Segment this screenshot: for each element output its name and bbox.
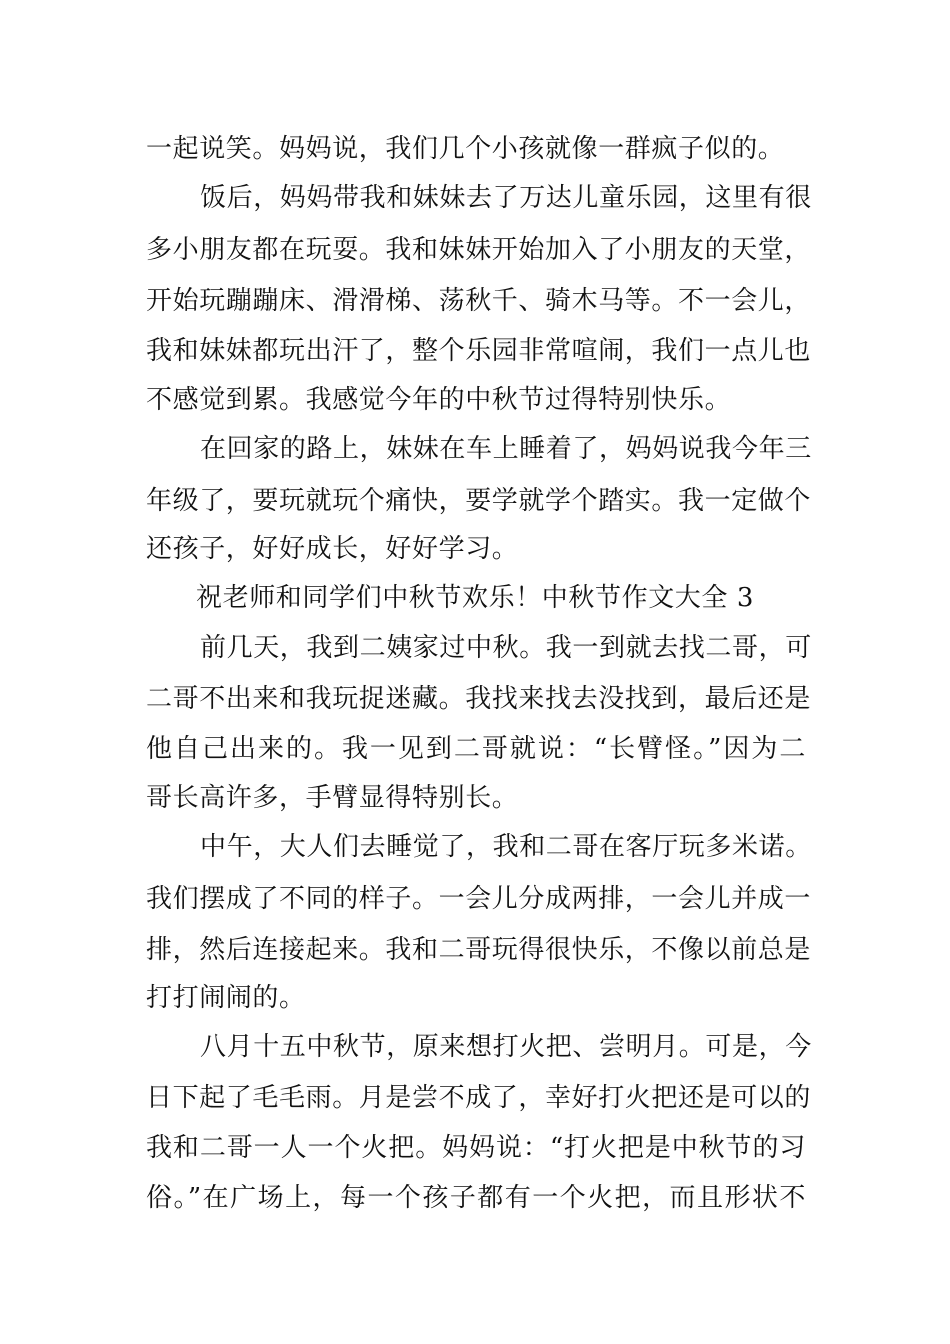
text-line: 打打闹闹的。	[146, 983, 306, 1013]
text-line: 开始玩蹦蹦床、滑滑梯、荡秋千、骑木马等。不一会儿，	[146, 286, 812, 316]
text-line: 饭后，妈妈带我和妹妹去了万达儿童乐园，这里有很	[200, 183, 812, 213]
text-line: 二哥不出来和我玩捉迷藏。我找来找去没找到，最后还是	[146, 684, 812, 714]
text-line: 排，然后连接起来。我和二哥玩得很快乐，不像以前总是	[146, 935, 812, 965]
section-heading: 祝老师和同学们中秋节欢乐！中秋节作文大全 3	[196, 583, 755, 613]
text-line: 中午，大人们去睡觉了，我和二哥在客厅玩多米诺。	[200, 832, 812, 862]
text-line: 多小朋友都在玩耍。我和妹妹开始加入了小朋友的天堂，	[146, 235, 812, 265]
text-line: 俗。”在广场上，每一个孩子都有一个火把，而且形状不	[146, 1183, 806, 1213]
text-line: 不感觉到累。我感觉今年的中秋节过得特别快乐。	[146, 385, 732, 415]
text-line: 年级了，要玩就玩个痛快，要学就学个踏实。我一定做个	[146, 486, 812, 516]
text-line: 他自己出来的。我一见到二哥就说：“长臂怪。”因为二	[146, 734, 806, 764]
text-line: 一起说笑。妈妈说，我们几个小孩就像一群疯子似的。	[146, 134, 785, 164]
text-line: 在回家的路上，妹妹在车上睡着了，妈妈说我今年三	[200, 434, 812, 464]
text-line: 我们摆成了不同的样子。一会儿分成两排，一会儿并成一	[146, 884, 812, 914]
text-line: 我和二哥一人一个火把。妈妈说：“打火把是中秋节的习	[146, 1133, 806, 1163]
text-line: 前几天，我到二姨家过中秋。我一到就去找二哥，可	[200, 633, 812, 663]
text-line: 八月十五中秋节，原来想打火把、尝明月。可是，今	[200, 1032, 812, 1062]
text-line: 我和妹妹都玩出汗了，整个乐园非常喧闹，我们一点儿也	[146, 336, 812, 366]
text-line: 日下起了毛毛雨。月是尝不成了，幸好打火把还是可以的	[146, 1083, 812, 1113]
text-line: 还孩子，好好成长，好好学习。	[146, 534, 519, 564]
text-line: 哥长高许多，手臂显得特别长。	[146, 783, 519, 813]
